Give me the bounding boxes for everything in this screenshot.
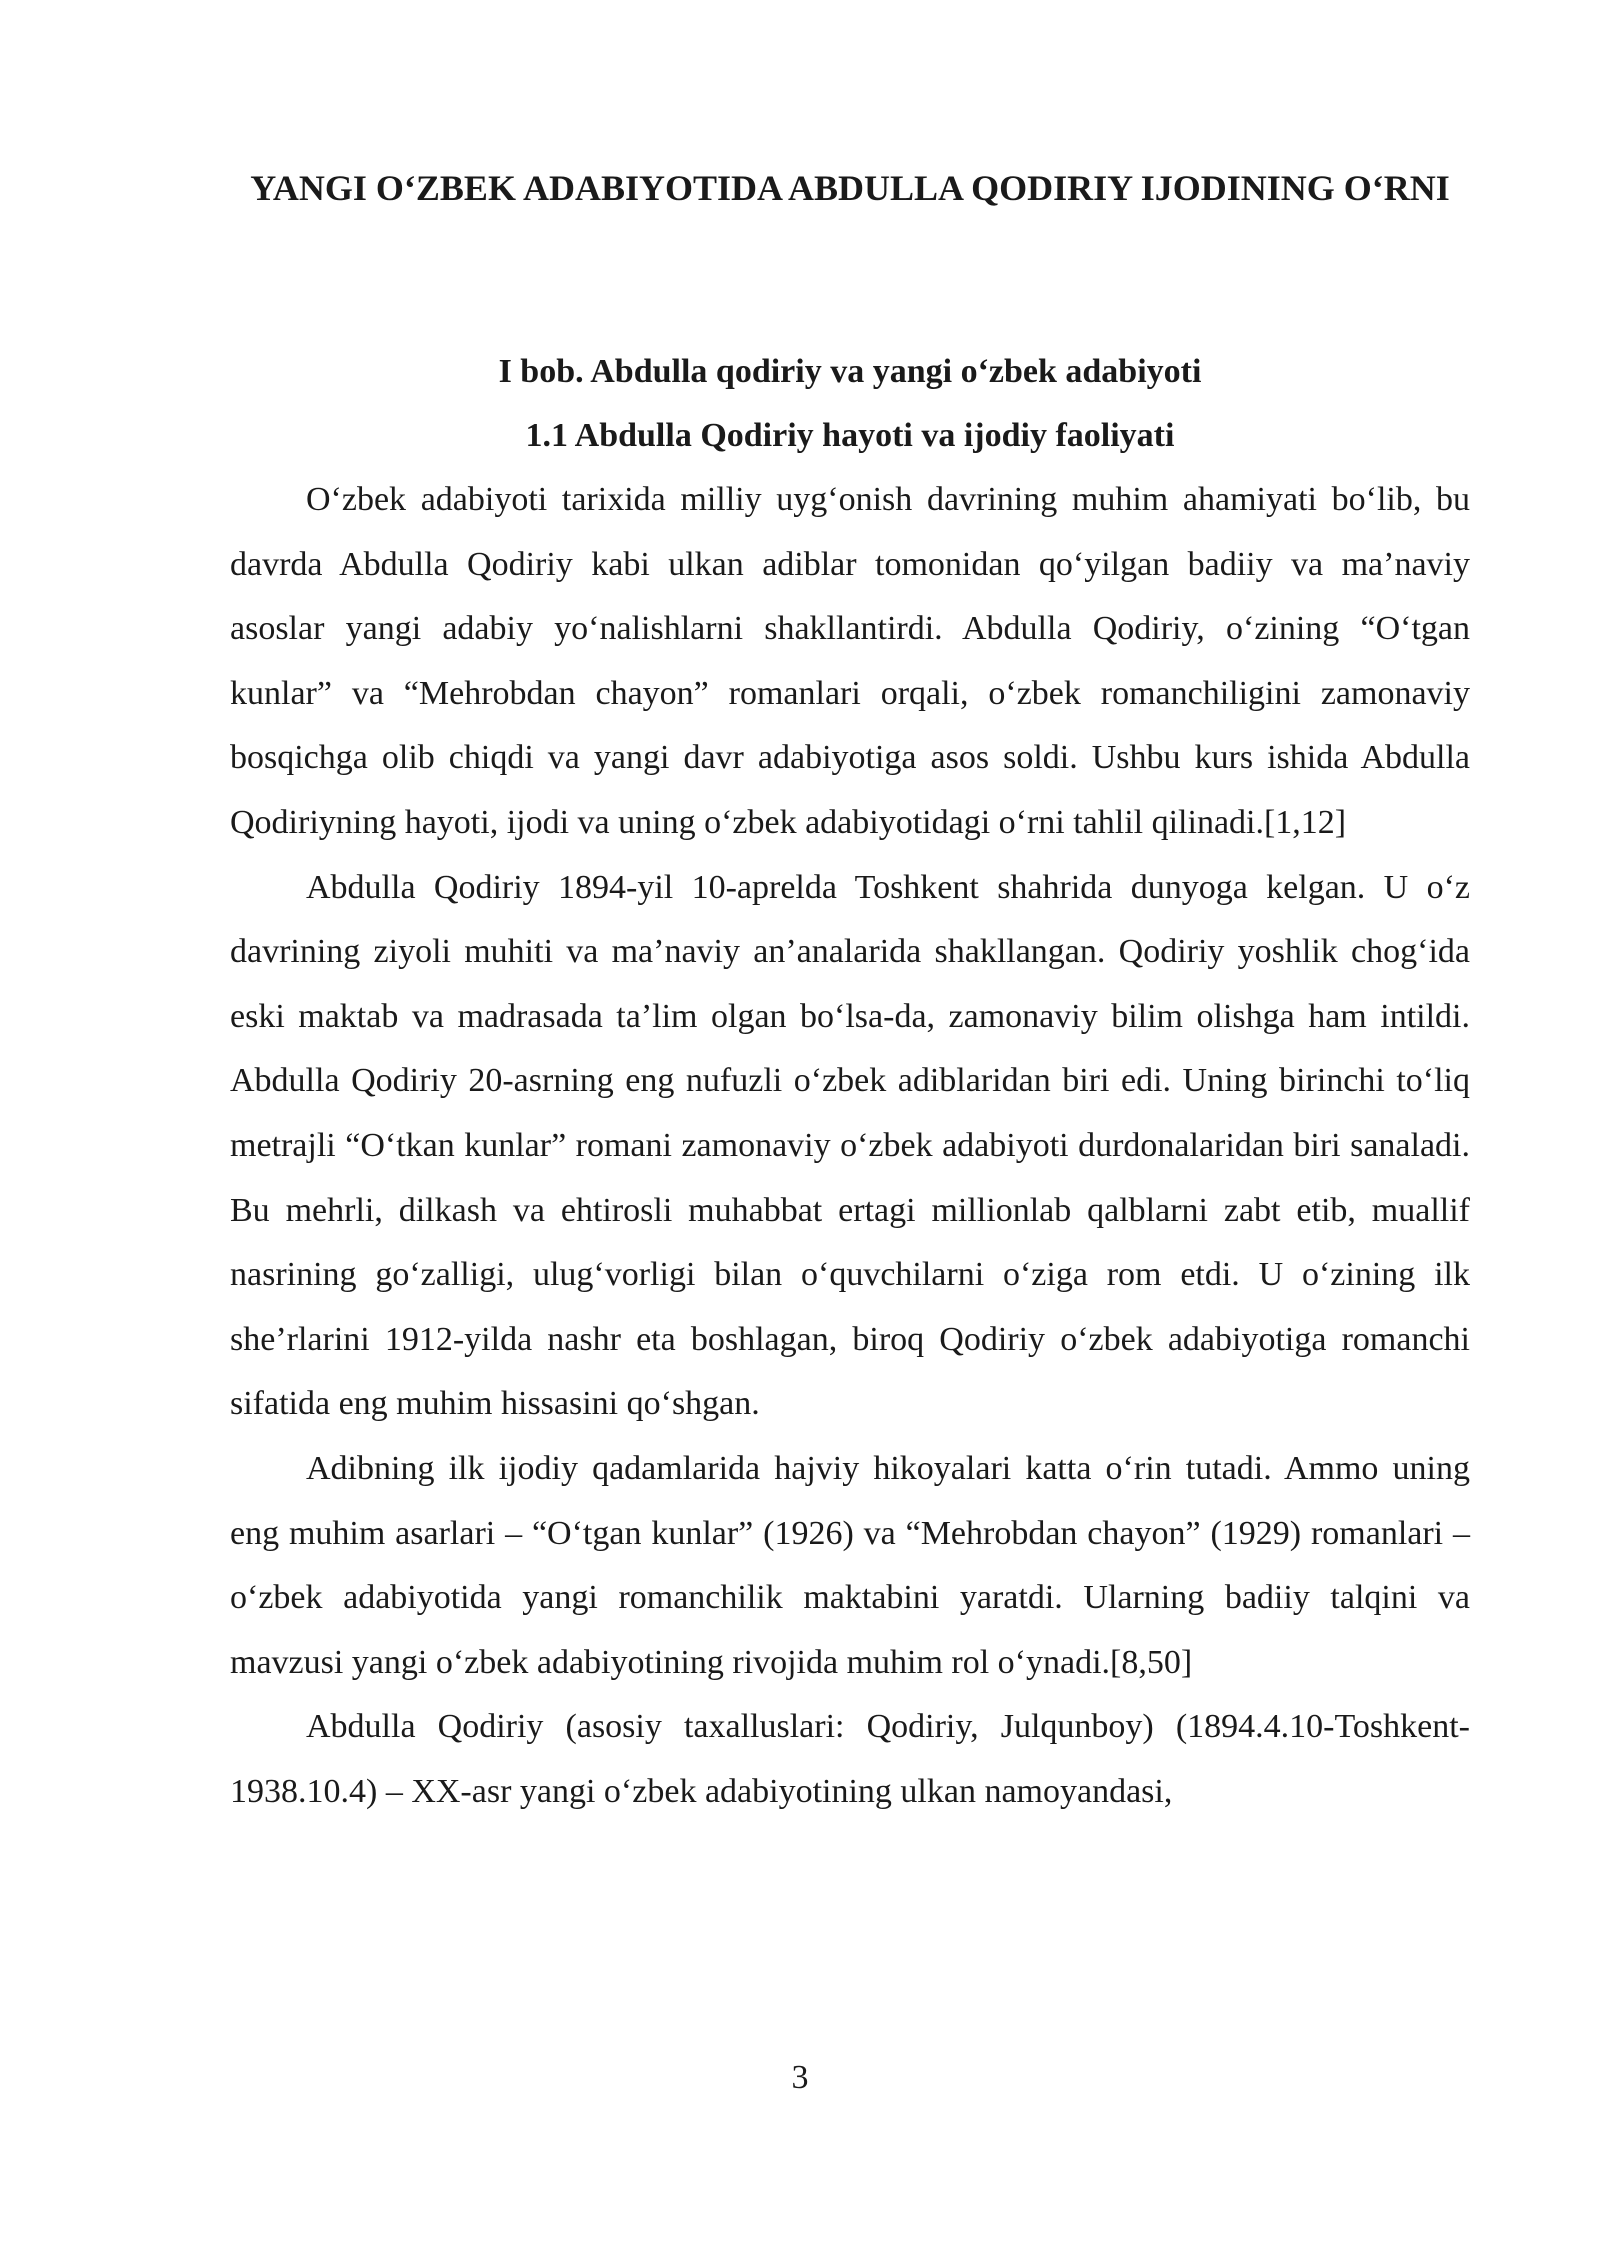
paragraph: Adibning ilk ijodiy qadamlarida hajviy hikoyalari katta o‘rin tutadi. Ammo uning eng muhim asarlari – “O‘tgan kunlar” (1926) va “Mehrobdan chayon” (1929) romanlari – o‘zbek adabiyotida yangi romanchilik maktabini yaratdi. Ularning badiiy talqini va mavzusi yangi o‘zbek adabiyotining rivojida muhim rol o‘ynadi.[8,50] bbox=[230, 1449, 1470, 1681]
body-text bbox=[230, 468, 1470, 1824]
document-title: YANGI O‘ZBEK ADABIYOTIDA ABDULLA QODIRIY IJODINING O‘RNI bbox=[250, 168, 1450, 208]
page-number: 3 bbox=[791, 2059, 809, 2096]
paragraph: O‘zbek adabiyoti tarixida milliy uyg‘onish davrining muhim ahamiyati bo‘lib, bu davrda Abdulla Qodiriy kabi ulkan adiblar tomonidan qo‘yilgan badiiy va ma’naviy asoslar yangi adabiy yo‘nalishlarni shakllantirdi. Abdulla Qodiriy, o‘zining “O‘tgan kunlar” va “Mehrobdan chayon” romanlari orqali, o‘zbek romanchiligini zamonaviy bosqichga olib chiqdi va yangi davr adabiyotiga asos soldi. Ushbu kurs ishida Abdulla Qodiriyning hayoti, ijodi va uning o‘zbek adabiyotidagi o‘rni tahlil qilinadi.[1,12] bbox=[230, 481, 1470, 841]
chapter-heading: I bob. Abdulla qodiriy va yangi o‘zbek adabiyoti bbox=[498, 353, 1202, 390]
paragraph: Abdulla Qodiriy 1894-yil 10-aprelda Toshkent shahrida dunyoga kelgan. U o‘z davrining ziyoli muhiti va ma’naviy an’analarida shakllangan. Qodiriy yoshlik chog‘ida eski maktab va madrasada ta’lim olgan bo‘lsa-da, zamonaviy bilim olishga ham intildi. Abdulla Qodiriy 20-asrning eng nufuzli o‘zbek adiblaridan biri edi. Uning birinchi to‘liq metrajli “O‘tkan kunlar” romani zamonaviy o‘zbek adabiyoti durdonalaridan biri sanaladi. Bu mehrli, dilkash va ehtirosli muhabbat ertagi millionlab qalblarni zabt etib, muallif nasrining go‘zalligi, ulug‘vorligi bilan o‘quvchilarni o‘ziga rom etdi. U o‘zining ilk she’rlarini 1912-yilda nashr eta boshlagan, biroq Qodiriy o‘zbek adabiyotiga romanchi sifatida eng muhim hissasini qo‘shgan. bbox=[230, 868, 1470, 1423]
paragraph: Abdulla Qodiriy (asosiy taxalluslari: Qodiriy, Julqunboy) (1894.4.10-Toshkent-1938.10.4) – XX-asr yangi o‘zbek adabiyotining ulkan namoyandasi, bbox=[230, 1708, 1470, 1810]
section-heading: 1.1 Abdulla Qodiriy hayoti va ijodiy faoliyati bbox=[525, 417, 1175, 454]
